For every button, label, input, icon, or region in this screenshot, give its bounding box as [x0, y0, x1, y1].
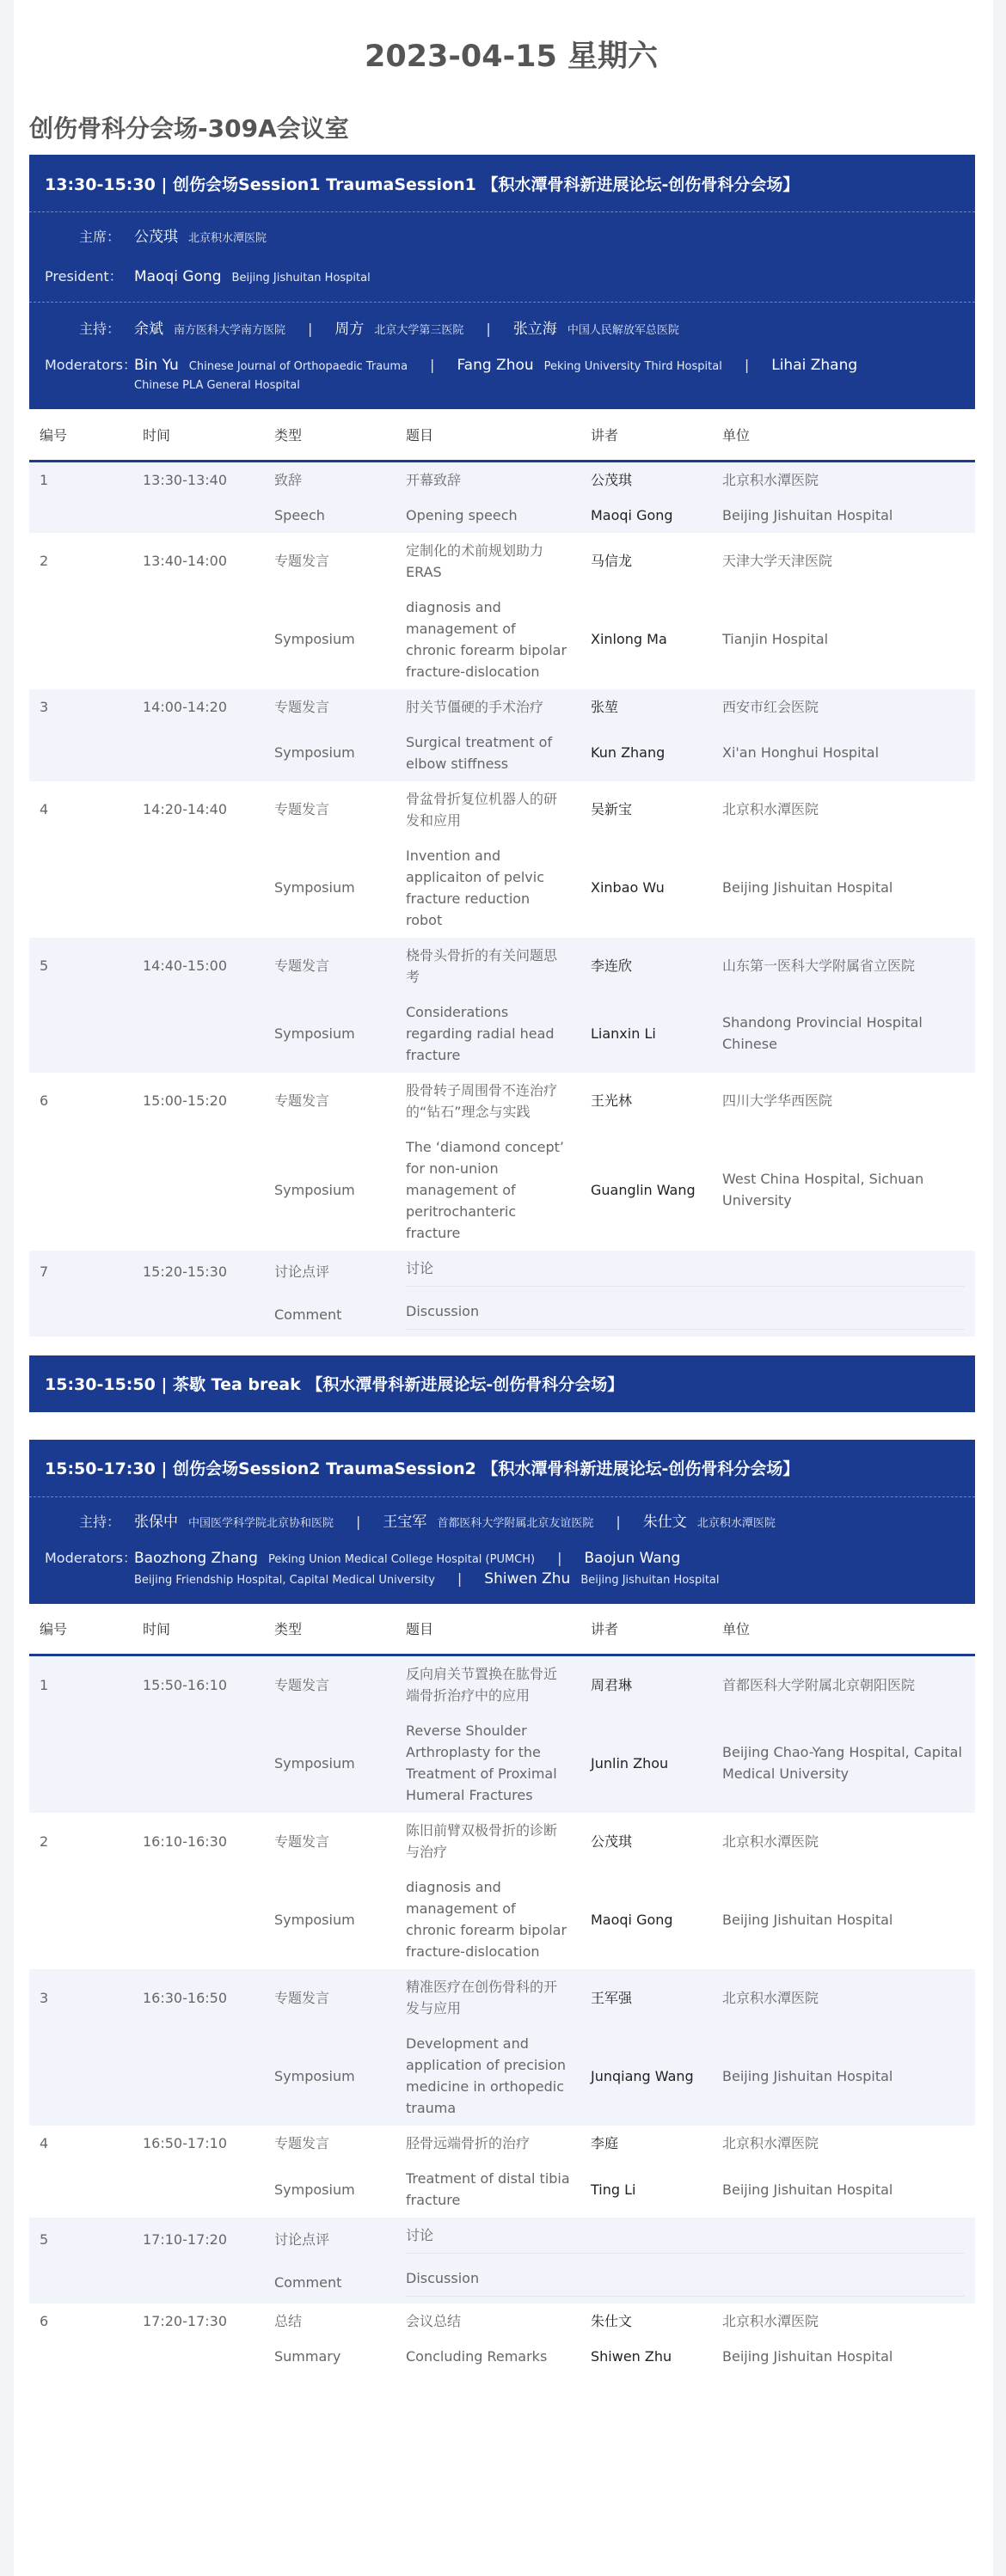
row-topic: Reverse Shoulder Arthroplasty for the Treatment of Proximal Humeral Fractures	[396, 1713, 580, 1813]
session2-host-block	[29, 1496, 975, 1604]
table-row	[29, 1869, 975, 1969]
session2-header	[29, 1440, 975, 1604]
row-speaker: 吴新宝	[591, 801, 633, 817]
moderator-row: Moderators： Baozhong Zhang Peking Union Medical College Hospital (PUMCH) | Baojun Wang Beijing Friendship Hospital, Capital Medical University | Shiwen Zhu Beijing Jishuitan Hospital	[45, 1549, 960, 1590]
row-time: 17:20-17:30	[143, 2313, 227, 2329]
row-topic: Development and application of precision medicine in orthopedic trauma	[396, 2026, 580, 2126]
row-time: 15:00-15:20	[143, 1092, 227, 1109]
row-number	[29, 994, 132, 1073]
table-row	[29, 2261, 975, 2304]
table-row	[29, 2161, 975, 2218]
row-number: 1	[29, 461, 132, 498]
host-name: 余斌	[134, 321, 163, 338]
president-name: Maoqi Gong	[134, 268, 222, 285]
moderator-inst: Chinese PLA General Hospital	[134, 379, 300, 392]
row-institution: Shandong Provincial Hospital Chinese	[712, 994, 975, 1073]
row-topic: diagnosis and management of chronic forearm bipolar fracture-dislocation	[406, 598, 567, 680]
row-speaker: 朱仕文	[591, 2313, 633, 2329]
row-number: 6	[40, 2313, 49, 2329]
moderator-name: Baojun Wang	[584, 1549, 681, 1567]
row-speaker: Ting Li	[591, 2181, 636, 2198]
row-number: 3	[29, 689, 132, 725]
row-topic: Concluding Remarks	[406, 2348, 548, 2365]
row-topic: The ‘diamond concept’ for non-union management of peritrochanteric fracture	[406, 1138, 564, 1241]
col-header: 类型	[264, 1604, 396, 1655]
table-row	[29, 2218, 975, 2261]
row-time: 13:30-13:40	[132, 461, 264, 498]
row-topic: Opening speech	[396, 498, 580, 533]
moderator-label: Moderators：	[45, 1549, 137, 1566]
row-speaker: Shiwen Zhu	[591, 2348, 672, 2365]
table-row	[29, 461, 975, 498]
discussion-text: Discussion	[406, 1300, 965, 1330]
moderator-name: Shiwen Zhu	[484, 1569, 571, 1588]
row-time	[132, 838, 264, 938]
row-speaker: 公茂琪	[591, 1833, 633, 1850]
row-topic: 胫骨远端骨折的治疗	[406, 2135, 531, 2151]
row-number	[29, 2026, 132, 2126]
row-speaker: Guanglin Wang	[591, 1181, 696, 1198]
host-name: 张保中	[134, 1513, 178, 1531]
row-topic: 开幕致辞	[396, 461, 580, 498]
host-row: 主持： 张保中 中国医学科学院北京协和医院 | 王宝军 首都医科大学附属北京友谊医院 | 朱仕文 北京积水潭医院	[45, 1513, 960, 1533]
row-type: 专题发言	[264, 689, 396, 725]
hall-title: 创伤骨科分会场-309A会议室	[29, 114, 349, 143]
row-time	[132, 2161, 264, 2218]
table-row	[29, 2339, 975, 2374]
row-topic: Considerations regarding radial head fracture	[396, 994, 580, 1073]
row-number: 4	[40, 2135, 49, 2151]
row-topic: 股骨转子周围骨不连治疗的“钻石”理念与实践	[406, 1081, 558, 1120]
row-type: Symposium	[264, 1713, 396, 1813]
row-speaker: 马信龙	[591, 553, 633, 569]
chair-inst: 北京积水潭医院	[188, 232, 267, 245]
row-number	[29, 1869, 132, 1969]
row-type: 专题发言	[274, 801, 330, 817]
table-header-row	[29, 1604, 975, 1655]
row-number	[29, 725, 132, 781]
row-time: 14:00-14:20	[132, 689, 264, 725]
row-time: 13:40-14:00	[143, 553, 227, 569]
row-topic: 肘关节僵硬的手术治疗	[396, 689, 580, 725]
moderator-inst: Beijing Friendship Hospital, Capital Medical University	[134, 1573, 435, 1587]
col-header: 类型	[264, 409, 396, 461]
row-time	[132, 2339, 264, 2374]
table-row	[29, 725, 975, 781]
row-time	[132, 1129, 264, 1251]
row-topic: diagnosis and management of chronic forearm bipolar fracture-dislocation	[406, 1879, 567, 1960]
row-number	[29, 1713, 132, 1813]
table-row	[29, 1073, 975, 1129]
row-type: Symposium	[264, 994, 396, 1073]
row-number: 2	[40, 553, 49, 569]
row-time: 16:30-16:50	[132, 1969, 264, 2026]
host-label: 主持：	[78, 321, 120, 337]
row-time: 14:40-15:00	[132, 938, 264, 994]
row-speaker: 周君琳	[580, 1655, 712, 1714]
row-type: 专题发言	[264, 938, 396, 994]
row-institution: Tianjin Hospital	[722, 631, 829, 647]
row-time: 15:50-16:10	[132, 1655, 264, 1714]
host-inst: 南方医科大学南方医院	[174, 324, 286, 337]
row-type: Comment	[264, 1294, 396, 1337]
moderator-name: Baozhong Zhang	[134, 1549, 258, 1567]
row-time	[132, 2261, 264, 2304]
chair-name: 公茂琪	[134, 229, 178, 246]
col-header: 时间	[132, 409, 264, 461]
row-institution: Xi'an Honghui Hospital	[712, 725, 975, 781]
row-number	[29, 590, 132, 689]
row-number: 3	[29, 1969, 132, 2026]
moderator-name: Fang Zhou	[457, 357, 534, 374]
row-type: Symposium	[274, 1911, 355, 1928]
row-speaker: 王军强	[580, 1969, 712, 2026]
discussion-text: 讨论	[406, 1257, 965, 1287]
row-time	[132, 1713, 264, 1813]
row-topic	[396, 1251, 975, 1294]
row-time	[132, 725, 264, 781]
row-type: Symposium	[274, 1181, 355, 1198]
table-row	[29, 498, 975, 533]
row-topic: 定制化的术前规划助力ERAS	[406, 542, 544, 580]
row-speaker: Maoqi Gong	[591, 1911, 673, 1928]
host-name: 张立海	[512, 321, 557, 338]
row-type: 专题发言	[274, 1833, 330, 1850]
row-institution: 北京积水潭医院	[722, 801, 819, 817]
row-topic: 会议总结	[406, 2313, 462, 2329]
moderator-row: Moderators： Bin Yu Chinese Journal of Orthopaedic Trauma | Fang Zhou Peking University Third Hospital | Lihai Zhang Chinese PLA General Hospital	[45, 356, 960, 395]
row-type: Symposium	[274, 2181, 355, 2198]
row-institution: 北京积水潭医院	[722, 1833, 819, 1850]
row-number	[29, 2339, 132, 2374]
row-institution: 西安市红会医院	[712, 689, 975, 725]
col-header: 题目	[396, 1604, 580, 1655]
row-number	[29, 1294, 132, 1337]
col-header: 讲者	[580, 409, 712, 461]
row-time	[132, 994, 264, 1073]
row-time: 16:50-17:10	[143, 2135, 227, 2151]
row-type: Symposium	[274, 631, 355, 647]
row-topic: Treatment of distal tibia fracture	[406, 2170, 570, 2208]
row-speaker: 王光林	[591, 1092, 633, 1109]
row-institution: Beijing Jishuitan Hospital	[722, 2181, 893, 2198]
row-topic: 陈旧前臂双极骨折的诊断与治疗	[406, 1822, 558, 1860]
table-row	[29, 1294, 975, 1337]
row-type: Symposium	[274, 879, 355, 896]
row-type: 讨论点评	[264, 1251, 396, 1294]
table-row	[29, 1969, 975, 2026]
row-institution: 北京积水潭医院	[722, 2313, 819, 2329]
president-row	[45, 267, 960, 288]
row-topic: 精准医疗在创伤骨科的开发与应用	[396, 1969, 580, 2026]
row-type: 专题发言	[264, 1969, 396, 2026]
table-row	[29, 1655, 975, 1714]
row-institution: Beijing Jishuitan Hospital	[712, 498, 975, 533]
host-row: 主持： 余斌 南方医科大学南方医院 | 周方 北京大学第三医院 | 张立海 中国人民解放军总医院	[45, 320, 960, 340]
row-institution: Beijing Jishuitan Hospital	[722, 1911, 893, 1928]
row-institution: Beijing Jishuitan Hospital	[722, 2348, 893, 2365]
session2-title[interactable]: 15:50-17:30 | 创伤会场Session2 TraumaSession2 【积水潭骨科新进展论坛-创伤骨科分会场】	[45, 1459, 800, 1478]
table-row	[29, 533, 975, 590]
row-institution: Beijing Chao-Yang Hospital, Capital Medical University	[712, 1713, 975, 1813]
row-institution: Beijing Jishuitan Hospital	[712, 2026, 975, 2126]
col-header: 编号	[29, 409, 132, 461]
row-topic: Invention and applicaiton of pelvic fracture reduction robot	[406, 847, 545, 928]
row-number	[29, 1129, 132, 1251]
row-topic	[396, 1294, 975, 1337]
table-row	[29, 1713, 975, 1813]
col-header: 编号	[29, 1604, 132, 1655]
row-time: 16:10-16:30	[143, 1833, 227, 1850]
moderator-label: Moderators：	[45, 357, 137, 373]
host-label: 主持：	[78, 1513, 120, 1530]
host-name: 周方	[334, 321, 365, 338]
row-time	[132, 1869, 264, 1969]
host-inst: 北京大学第三医院	[374, 324, 464, 337]
col-header: 讲者	[580, 1604, 712, 1655]
row-institution: 天津大学天津医院	[722, 553, 833, 569]
row-speaker: Maoqi Gong	[580, 498, 712, 533]
row-number	[29, 838, 132, 938]
row-type: Summary	[274, 2348, 341, 2365]
row-time: 15:20-15:30	[132, 1251, 264, 1294]
row-topic	[396, 2218, 975, 2261]
row-speaker: 张堃	[580, 689, 712, 725]
row-type: 总结	[274, 2313, 303, 2329]
row-speaker: Junlin Zhou	[580, 1713, 712, 1813]
row-institution: 北京积水潭医院	[712, 1969, 975, 2026]
table-row	[29, 838, 975, 938]
row-speaker: Lianxin Li	[580, 994, 712, 1073]
session1-chair-block	[29, 211, 975, 302]
table-row	[29, 2304, 975, 2339]
discussion-text: Discussion	[406, 2267, 965, 2297]
row-institution: 山东第一医科大学附属省立医院	[712, 938, 975, 994]
row-type: 专题发言	[264, 1655, 396, 1714]
row-institution: 北京积水潭医院	[722, 2135, 819, 2151]
session1-table	[29, 409, 975, 1337]
moderator-name: Bin Yu	[134, 357, 179, 374]
row-time	[132, 498, 264, 533]
host-name: 朱仕文	[642, 1513, 687, 1531]
row-number: 5	[29, 2218, 132, 2261]
row-number	[29, 2261, 132, 2304]
row-speaker: Xinbao Wu	[591, 879, 665, 896]
row-speaker: Junqiang Wang	[580, 2026, 712, 2126]
row-type: Symposium	[264, 2026, 396, 2126]
row-number: 7	[29, 1251, 132, 1294]
president-label: President：	[45, 268, 123, 285]
col-header: 单位	[712, 1604, 975, 1655]
row-type: 致辞	[264, 461, 396, 498]
col-header: 单位	[712, 409, 975, 461]
table-row	[29, 1129, 975, 1251]
row-institution: 北京积水潭医院	[712, 461, 975, 498]
row-time	[132, 2026, 264, 2126]
row-number: 2	[40, 1833, 49, 1850]
row-type: Speech	[264, 498, 396, 533]
row-number	[29, 498, 132, 533]
row-type: 专题发言	[274, 2135, 330, 2151]
col-header: 题目	[396, 409, 580, 461]
table-row	[29, 590, 975, 689]
row-institution: 四川大学华西医院	[722, 1092, 833, 1109]
row-number: 1	[29, 1655, 132, 1714]
moderator-inst: Peking Union Medical College Hospital (PUMCH)	[267, 1552, 536, 1566]
table-row	[29, 1813, 975, 1869]
table-row	[29, 781, 975, 838]
session1-header	[29, 155, 975, 409]
tea-break-bar[interactable]: 15:30-15:50 | 茶歇 Tea break 【积水潭骨科新进展论坛-创伤骨科分会场】	[29, 1355, 975, 1412]
row-topic: Surgical treatment of elbow stiffness	[396, 725, 580, 781]
row-number: 5	[29, 938, 132, 994]
row-speaker: Xinlong Ma	[591, 631, 667, 647]
row-number: 4	[40, 801, 49, 817]
table-row	[29, 994, 975, 1073]
row-time	[132, 590, 264, 689]
row-time: 14:20-14:40	[143, 801, 227, 817]
host-inst: 北京积水潭医院	[696, 1516, 776, 1530]
row-type: Comment	[264, 2261, 396, 2304]
row-institution: Beijing Jishuitan Hospital	[722, 879, 893, 896]
host-inst: 中国人民解放军总医院	[567, 324, 679, 337]
chair-row	[45, 228, 960, 248]
discussion-text: 讨论	[406, 2224, 965, 2254]
row-institution: West China Hospital, Sichuan University	[722, 1171, 924, 1208]
chair-label: 主席：	[78, 229, 120, 245]
row-number: 6	[40, 1092, 49, 1109]
row-topic: 骨盆骨折复位机器人的研发和应用	[406, 790, 558, 829]
moderator-name: Lihai Zhang	[771, 357, 858, 374]
row-speaker: 李庭	[591, 2135, 619, 2151]
row-topic	[396, 2261, 975, 2304]
host-inst: 中国医学科学院北京协和医院	[188, 1516, 334, 1530]
table-header-row	[29, 409, 975, 461]
row-topic: 桡骨头骨折的有关问题思考	[396, 938, 580, 994]
row-time: 17:10-17:20	[132, 2218, 264, 2261]
col-header: 时间	[132, 1604, 264, 1655]
row-number	[29, 2161, 132, 2218]
host-name: 王宝军	[383, 1513, 427, 1531]
moderator-inst: Chinese Journal of Orthopaedic Trauma	[188, 360, 408, 373]
row-speaker: Kun Zhang	[580, 725, 712, 781]
table-row	[29, 938, 975, 994]
row-speaker: 李连欣	[580, 938, 712, 994]
row-topic: 反向肩关节置换在肱骨近端骨折治疗中的应用	[396, 1655, 580, 1714]
table-row	[29, 2026, 975, 2126]
president-inst: Beijing Jishuitan Hospital	[231, 272, 371, 285]
row-speaker: 公茂琪	[580, 461, 712, 498]
table-row	[29, 1251, 975, 1294]
row-institution: 首都医科大学附属北京朝阳医院	[712, 1655, 975, 1714]
row-type: 专题发言	[274, 553, 330, 569]
table-row	[29, 2126, 975, 2161]
row-type: 讨论点评	[264, 2218, 396, 2261]
row-time	[132, 1294, 264, 1337]
session1-host-block	[29, 302, 975, 409]
session2-table	[29, 1604, 975, 2375]
row-type: 专题发言	[274, 1092, 330, 1109]
moderator-inst: Peking University Third Hospital	[543, 360, 722, 373]
row-type: Symposium	[264, 725, 396, 781]
host-inst: 首都医科大学附属北京友谊医院	[437, 1516, 594, 1530]
session1-title[interactable]: 13:30-15:30 | 创伤会场Session1 TraumaSession1 【积水潭骨科新进展论坛-创伤骨科分会场】	[45, 174, 800, 194]
moderator-inst: Beijing Jishuitan Hospital	[580, 1573, 720, 1587]
table-row	[29, 689, 975, 725]
page	[14, 0, 993, 2576]
page-date: 2023-04-15 星期六	[364, 40, 659, 74]
